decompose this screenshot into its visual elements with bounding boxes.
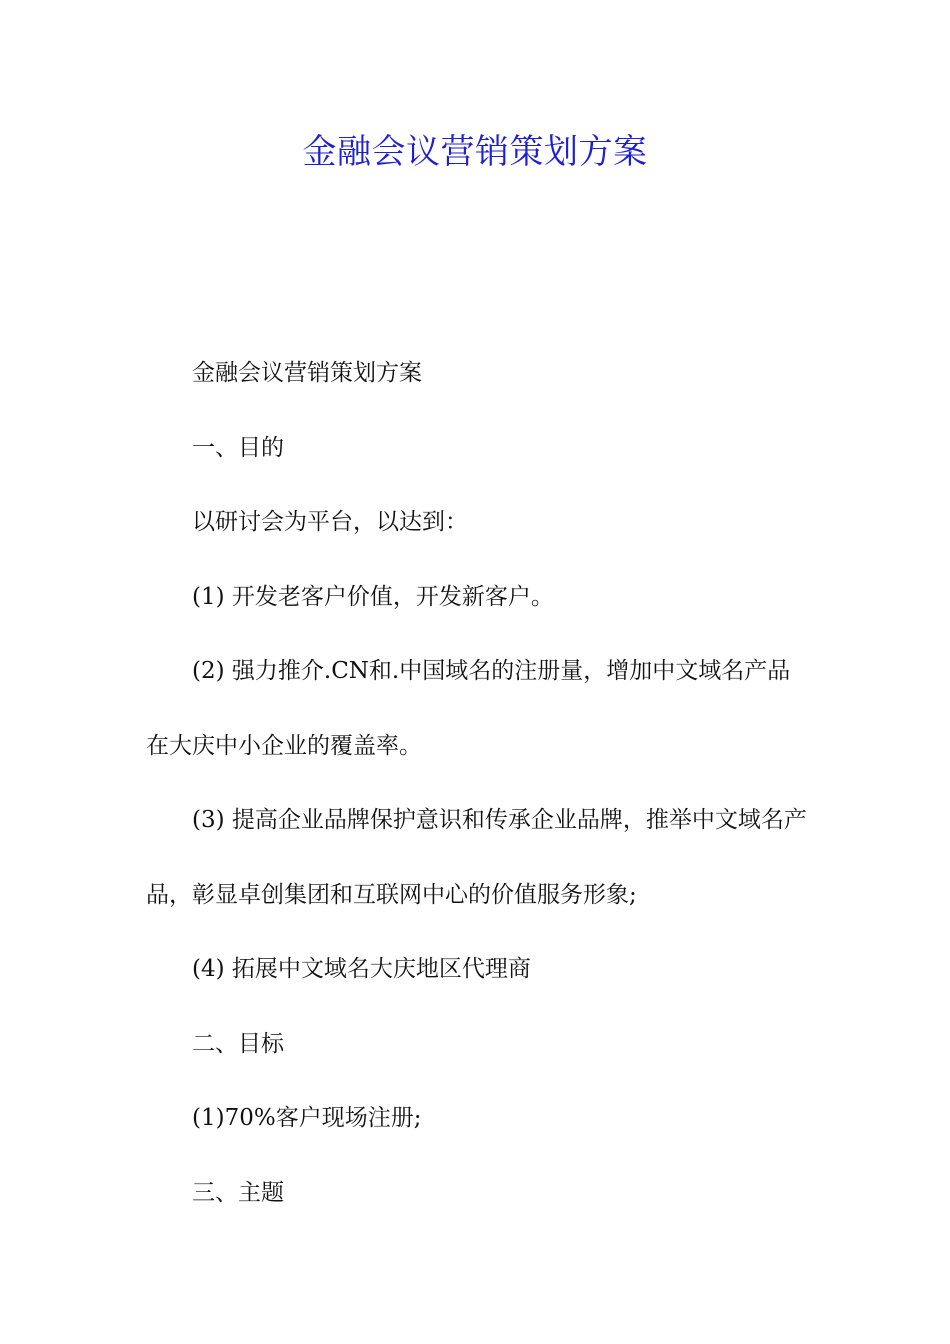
heading-theme: 三、主题 <box>192 1179 284 1206</box>
list-item-3: (3) 提高企业品牌保护意识和传承企业品牌，推举中文域名产品，彰显卓创集团和互联网中心的价值服务形象; <box>146 807 807 908</box>
paragraph-subtitle: 金融会议营销策划方案 <box>192 360 422 386</box>
document-body <box>146 336 810 1230</box>
document-title: 金融会议营销策划方案 <box>302 132 648 172</box>
heading-goal: 二、目标 <box>192 1030 284 1057</box>
list-item-2: (2) 强力推介.CN和.中国域名的注册量，增加中文域名产品在大庆中小企业的覆盖率。 <box>146 658 791 759</box>
goal-item-1: (1)70%客户现场注册; <box>192 1105 422 1131</box>
list-item-4: (4) 拓展中文域名大庆地区代理商 <box>192 956 531 982</box>
heading-purpose: 一、目的 <box>192 434 284 461</box>
paragraph-platform: 以研讨会为平台，以达到： <box>192 509 468 535</box>
list-item-1: (1) 开发老客户价值，开发新客户。 <box>192 583 554 610</box>
